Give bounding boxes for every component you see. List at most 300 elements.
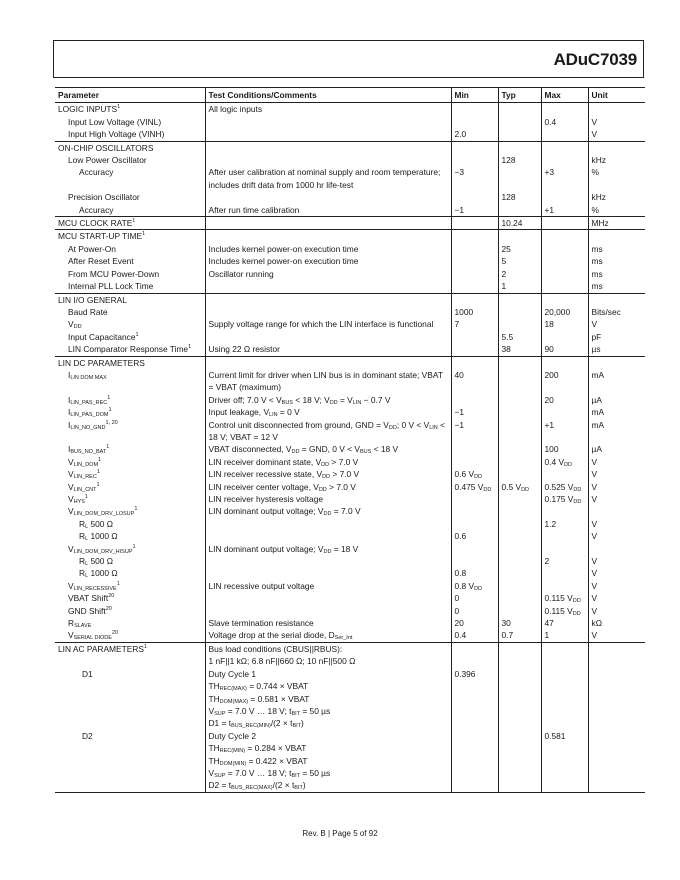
min-cell: 0.6: [451, 530, 498, 542]
parameter-cell: LIN Comparator Response Time$^1$: [68, 344, 192, 355]
unit-cell: kHz: [588, 191, 645, 203]
typ-cell: 38: [498, 343, 541, 356]
min-cell: 20: [451, 617, 498, 629]
table-row: [55, 369, 645, 394]
condition-cell: All logic inputs: [205, 103, 451, 116]
unit-cell: %: [588, 204, 645, 217]
condition-cell: After run time calibration: [205, 204, 451, 217]
unit-cell: ms: [588, 255, 645, 267]
page-footer: Rev. B | Page 5 of 92: [302, 829, 378, 838]
unit-cell: V: [588, 456, 645, 468]
parameter-cell: LIN I/O GENERAL: [55, 293, 205, 306]
max-cell: [541, 755, 588, 767]
max-cell: [541, 705, 588, 717]
condition-cell: LIN recessive output voltage: [205, 580, 451, 592]
unit-cell: V: [588, 605, 645, 617]
max-cell: [541, 268, 588, 280]
min-cell: [451, 356, 498, 369]
typ-cell: [498, 116, 541, 128]
typ-cell: [498, 543, 541, 555]
min-cell: 2.0: [451, 128, 498, 141]
min-cell: [451, 493, 498, 505]
table-row: [55, 693, 645, 705]
condition-cell: $TH_{DOM(MAX)} = 0.581$ × VBAT: [205, 693, 451, 705]
col-header-parameter: Parameter: [55, 88, 205, 103]
typ-cell: [498, 419, 541, 444]
min-cell: [451, 191, 498, 203]
table-row: [55, 505, 645, 517]
typ-cell: [498, 394, 541, 406]
table-row: [55, 705, 645, 717]
min-cell: 0.8 $V_{DD}$: [451, 580, 498, 592]
table-row: [55, 481, 645, 493]
parameter-cell: MCU CLOCK RATE$^1$: [55, 217, 205, 230]
table-row: [55, 306, 645, 318]
section-mcu-start-up-time: [55, 230, 645, 293]
max-cell: +1: [541, 419, 588, 444]
max-cell: [541, 642, 588, 667]
max-cell: [541, 680, 588, 692]
typ-cell: [498, 742, 541, 754]
parameter-cell: $I_{BUS\_NO\_BAT}^1$: [68, 444, 110, 456]
parameter-cell: $I_{LIN\_NO\_GND}^{1, 20}$: [68, 419, 118, 431]
col-header-conditions: Test Conditions/Comments: [205, 88, 451, 103]
min-cell: [451, 755, 498, 767]
table-row: [55, 204, 645, 217]
condition-cell: Using 22 Ω resistor: [205, 343, 451, 356]
condition-cell: [205, 116, 451, 128]
parameter-cell: ON-CHIP OSCILLATORS: [55, 141, 205, 154]
condition-cell: [205, 191, 451, 203]
table-row: [55, 580, 645, 592]
unit-cell: V: [588, 592, 645, 604]
condition-cell: [205, 230, 451, 243]
condition-cell: [205, 567, 451, 579]
unit-cell: V: [588, 567, 645, 579]
max-cell: 0.4: [541, 116, 588, 128]
parameter-cell: Input Capacitance$^1$: [68, 331, 139, 342]
min-cell: [451, 456, 498, 468]
min-cell: 0.6 $V_{DD}$: [451, 468, 498, 480]
unit-cell: kΩ: [588, 617, 645, 629]
max-cell: [541, 243, 588, 255]
table-row: [55, 230, 645, 243]
part-number: ADuC7039: [553, 50, 637, 69]
condition-cell: LIN receiver center voltage, $V_{DD} > 7.0$ V: [205, 481, 451, 493]
unit-cell: [588, 141, 645, 154]
condition-cell: VBAT disconnected, $V_{DD}$ = GND, 0 $V < V_{BUS} < 18$ V: [205, 443, 451, 455]
typ-cell: [498, 779, 541, 792]
min-cell: [451, 343, 498, 356]
max-cell: 20: [541, 394, 588, 406]
typ-cell: [498, 230, 541, 243]
min-cell: −1: [451, 419, 498, 444]
typ-cell: 5.5: [498, 331, 541, 343]
unit-cell: [588, 543, 645, 555]
parameter-cell: $R_L$ 500 Ω: [79, 518, 114, 530]
max-cell: 2: [541, 555, 588, 567]
min-cell: 0: [451, 592, 498, 604]
parameter-cell: $V_{HYS}^1$: [68, 494, 88, 505]
unit-cell: [588, 705, 645, 717]
max-cell: [541, 668, 588, 680]
table-row: [55, 268, 645, 280]
condition-cell: [205, 555, 451, 567]
table-row: [55, 128, 645, 141]
typ-cell: [498, 555, 541, 567]
typ-cell: [498, 406, 541, 418]
table-row: [55, 755, 645, 767]
typ-cell: [498, 369, 541, 394]
min-cell: [451, 555, 498, 567]
parameter-cell: [55, 693, 205, 705]
col-header-min: Min: [451, 88, 498, 103]
table-row: [55, 530, 645, 542]
table-row: [55, 166, 645, 191]
table-row: [55, 191, 645, 203]
max-cell: 100: [541, 443, 588, 455]
unit-cell: [588, 730, 645, 742]
condition-cell: LIN receiver dominant state, $V_{DD} > 7.0$ V: [205, 456, 451, 468]
unit-cell: [588, 103, 645, 116]
parameter-cell: GND Shift$^{20}$: [68, 605, 112, 616]
condition-cell: LIN receiver recessive state, $V_{DD} > 7.0$ V: [205, 468, 451, 480]
max-cell: +3: [541, 166, 588, 191]
min-cell: 0.4: [451, 629, 498, 642]
max-cell: [541, 141, 588, 154]
typ-cell: [498, 204, 541, 217]
unit-cell: V: [588, 318, 645, 330]
typ-cell: [498, 443, 541, 455]
min-cell: −1: [451, 406, 498, 418]
typ-cell: [498, 493, 541, 505]
min-cell: [451, 505, 498, 517]
table-row: [55, 617, 645, 629]
typ-cell: [498, 717, 541, 729]
typ-cell: [498, 567, 541, 579]
typ-cell: [498, 642, 541, 667]
max-cell: [541, 230, 588, 243]
parameter-cell: Input Low Voltage (VINL): [68, 116, 162, 127]
unit-cell: pF: [588, 331, 645, 343]
max-cell: [541, 543, 588, 555]
parameter-cell: Accuracy: [79, 204, 114, 215]
max-cell: [541, 406, 588, 418]
table-row: [55, 642, 645, 667]
min-cell: [451, 543, 498, 555]
unit-cell: [588, 668, 645, 680]
min-cell: [451, 680, 498, 692]
max-cell: [541, 280, 588, 293]
typ-cell: [498, 456, 541, 468]
typ-cell: [498, 103, 541, 116]
parameter-cell: $V_{DD}$: [68, 319, 82, 331]
condition-cell: [205, 592, 451, 604]
unit-cell: [588, 680, 645, 692]
unit-cell: V: [588, 580, 645, 592]
condition-cell: After user calibration at nominal supply and room temperature; includes drift data from 1000 hr life-test: [205, 166, 451, 191]
max-cell: [541, 530, 588, 542]
parameter-cell: After Reset Event: [68, 256, 134, 267]
table-row: [55, 141, 645, 154]
condition-cell: Current limit for driver when LIN bus is in dominant state; VBAT = VBAT (maximum): [205, 369, 451, 394]
unit-cell: kHz: [588, 154, 645, 166]
condition-cell: Oscillator running: [205, 268, 451, 280]
typ-cell: [498, 141, 541, 154]
table-row: [55, 116, 645, 128]
typ-cell: [498, 356, 541, 369]
parameter-cell: LIN AC PARAMETERS$^1$: [55, 642, 205, 667]
min-cell: [451, 394, 498, 406]
col-header-typ: Typ: [498, 88, 541, 103]
table-row: [55, 356, 645, 369]
typ-cell: [498, 705, 541, 717]
min-cell: −3: [451, 166, 498, 191]
table-row: [55, 730, 645, 742]
condition-cell: [205, 141, 451, 154]
table-row: [55, 605, 645, 617]
parameter-cell: LIN DC PARAMETERS: [55, 356, 205, 369]
unit-cell: [588, 717, 645, 729]
unit-cell: [588, 767, 645, 779]
condition-cell: Control unit disconnected from ground, GND = $V_{DD}$; 0 $V < V_{LIN} < 18$ V; VBAT = 12 V: [205, 419, 451, 444]
max-cell: [541, 331, 588, 343]
min-cell: 1000: [451, 306, 498, 318]
condition-cell: [205, 530, 451, 542]
min-cell: [451, 642, 498, 667]
condition-cell: [205, 154, 451, 166]
max-cell: 90: [541, 343, 588, 356]
typ-cell: [498, 166, 541, 191]
max-cell: [541, 505, 588, 517]
typ-cell: 1: [498, 280, 541, 293]
min-cell: [451, 230, 498, 243]
unit-cell: ms: [588, 280, 645, 293]
table-row: [55, 567, 645, 579]
table-row: [55, 518, 645, 530]
typ-cell: 2: [498, 268, 541, 280]
unit-cell: µs: [588, 343, 645, 356]
unit-cell: ms: [588, 243, 645, 255]
table-row: [55, 419, 645, 444]
table-header: [55, 88, 645, 103]
condition-cell: [205, 293, 451, 306]
condition-cell: Supply voltage range for which the LIN interface is functional: [205, 318, 451, 330]
min-cell: [451, 255, 498, 267]
typ-cell: [498, 693, 541, 705]
parameter-cell: $R_L$ 500 Ω: [79, 556, 114, 568]
parameter-cell: $R_{SLAVE}$: [68, 618, 92, 630]
parameter-cell: [55, 779, 205, 792]
table-row: [55, 456, 645, 468]
condition-cell: [205, 128, 451, 141]
max-cell: [541, 217, 588, 230]
max-cell: [541, 742, 588, 754]
condition-cell: Duty Cycle 2: [205, 730, 451, 742]
max-cell: 20,000: [541, 306, 588, 318]
parameter-cell: LOGIC INPUTS$^1$: [55, 103, 205, 116]
typ-cell: 5: [498, 255, 541, 267]
max-cell: [541, 255, 588, 267]
max-cell: [541, 767, 588, 779]
parameter-cell: From MCU Power-Down: [68, 268, 160, 279]
condition-cell: Driver off; 7.0 $V < V_{BUS} < 18$ V; $V_{DD} = V_{LIN} - 0.7$ V: [205, 394, 451, 406]
col-header-unit: Unit: [588, 88, 645, 103]
section-lin-io-general: [55, 293, 645, 356]
unit-cell: mA: [588, 419, 645, 444]
parameter-cell: D1: [82, 668, 93, 679]
min-cell: [451, 243, 498, 255]
condition-cell: [205, 331, 451, 343]
max-cell: [541, 580, 588, 592]
condition-cell: [205, 217, 451, 230]
min-cell: 0.8: [451, 567, 498, 579]
min-cell: 7: [451, 318, 498, 330]
max-cell: [541, 154, 588, 166]
typ-cell: 30: [498, 617, 541, 629]
condition-cell: $V_{SUP} = 7.0$ V … 18 V; $t_{BIT} = 50$ µs: [205, 705, 451, 717]
typ-cell: [498, 755, 541, 767]
table-row: [55, 629, 645, 642]
parameter-cell: At Power-On: [68, 243, 116, 254]
typ-cell: [498, 293, 541, 306]
condition-cell: $D2 = t_{BUS\_REC(MAX)}/(2 \times t_{BIT})$: [205, 779, 451, 792]
min-cell: 40: [451, 369, 498, 394]
typ-cell: [498, 530, 541, 542]
parameter-cell: $V_{LIN\_DOM\_DRV\_LOSUP}^1$: [68, 506, 138, 518]
min-cell: [451, 280, 498, 293]
max-cell: 0.581: [541, 730, 588, 742]
min-cell: 0: [451, 605, 498, 617]
typ-cell: 10.24: [498, 217, 541, 230]
min-cell: [451, 268, 498, 280]
min-cell: [451, 443, 498, 455]
unit-cell: [588, 505, 645, 517]
table-row: [55, 592, 645, 604]
max-cell: [541, 191, 588, 203]
min-cell: −1: [451, 204, 498, 217]
unit-cell: µA: [588, 443, 645, 455]
table-row: [55, 443, 645, 455]
condition-cell: Bus load conditions (CBUS||RBUS): 1 nF||1 kΩ; 6.8 nF||660 Ω; 10 nF||500 Ω: [205, 642, 451, 667]
parameter-cell: [55, 742, 205, 754]
min-cell: 0.475 $V_{DD}$: [451, 481, 498, 493]
condition-cell: [205, 356, 451, 369]
unit-cell: [588, 230, 645, 243]
condition-cell: [205, 280, 451, 293]
parameter-cell: $V_{LIN\_DOM}^1$: [68, 456, 102, 468]
parameter-cell: Low Power Oscillator: [68, 155, 147, 166]
unit-cell: [588, 693, 645, 705]
max-cell: 18: [541, 318, 588, 330]
unit-cell: V: [588, 629, 645, 642]
parameter-cell: Input High Voltage (VINH): [68, 129, 165, 140]
typ-cell: [498, 518, 541, 530]
table-row: [55, 555, 645, 567]
unit-cell: V: [588, 468, 645, 480]
condition-cell: $D1 = t_{BUS\_REC(MIN)}/(2 \times t_{BIT})$: [205, 717, 451, 729]
condition-cell: [205, 306, 451, 318]
min-cell: [451, 518, 498, 530]
max-cell: 0.525 $V_{DD}$: [541, 481, 588, 493]
parameter-cell: $V_{LIN\_REC}^1$: [68, 469, 100, 481]
specifications-table: [55, 87, 645, 793]
table-row: [55, 779, 645, 792]
min-cell: [451, 331, 498, 343]
max-cell: 1: [541, 629, 588, 642]
min-cell: [451, 742, 498, 754]
parameter-cell: Baud Rate: [68, 306, 108, 317]
table-row: [55, 742, 645, 754]
unit-cell: [588, 755, 645, 767]
max-cell: 0.115 $V_{DD}$: [541, 592, 588, 604]
typ-cell: [498, 680, 541, 692]
parameter-cell: D2: [82, 730, 93, 741]
parameter-cell: $I_{LIN\_PAS\_REC}^1$: [68, 394, 111, 406]
unit-cell: [588, 642, 645, 667]
max-cell: [541, 293, 588, 306]
min-cell: [451, 693, 498, 705]
min-cell: [451, 705, 498, 717]
typ-cell: [498, 605, 541, 617]
condition-cell: Duty Cycle 1: [205, 668, 451, 680]
min-cell: [451, 103, 498, 116]
condition-cell: LIN dominant output voltage; $V_{DD} = 7.0$ V: [205, 505, 451, 517]
typ-cell: [498, 592, 541, 604]
condition-cell: $TH_{REC(MAX)} = 0.744$ × VBAT: [205, 680, 451, 692]
typ-cell: [498, 580, 541, 592]
unit-cell: V: [588, 116, 645, 128]
condition-cell: $TH_{REC(MIN)} = 0.284$ × VBAT: [205, 742, 451, 754]
condition-cell: Input leakage, $V_{LIN} = 0$ V: [205, 406, 451, 418]
min-cell: [451, 779, 498, 792]
table-row: [55, 668, 645, 680]
unit-cell: ms: [588, 268, 645, 280]
parameter-cell: Precision Oscillator: [68, 192, 140, 203]
unit-cell: V: [588, 493, 645, 505]
table-row: [55, 280, 645, 293]
condition-cell: [205, 518, 451, 530]
parameter-cell: [55, 717, 205, 729]
max-cell: [541, 567, 588, 579]
table-row: [55, 154, 645, 166]
typ-cell: [498, 306, 541, 318]
condition-cell: Slave termination resistance: [205, 617, 451, 629]
section-lin-dc-parameters: [55, 356, 645, 642]
min-cell: [451, 141, 498, 154]
max-cell: [541, 693, 588, 705]
max-cell: [541, 356, 588, 369]
table-row: [55, 343, 645, 356]
table-row: [55, 543, 645, 555]
col-header-max: Max: [541, 88, 588, 103]
max-cell: [541, 128, 588, 141]
condition-cell: Includes kernel power-on execution time: [205, 255, 451, 267]
header-row: [55, 88, 645, 103]
condition-cell: $TH_{DOM(MIN)} = 0.422$ × VBAT: [205, 755, 451, 767]
min-cell: [451, 154, 498, 166]
parameter-cell: $V_{LIN\_RECESSIVE}^1$: [68, 580, 120, 592]
table-row: [55, 293, 645, 306]
min-cell: [451, 116, 498, 128]
unit-cell: [588, 779, 645, 792]
max-cell: 200: [541, 369, 588, 394]
parameter-cell: [55, 767, 205, 779]
typ-cell: [498, 767, 541, 779]
unit-cell: Bits/sec: [588, 306, 645, 318]
section-on-chip-oscillators: [55, 141, 645, 216]
min-cell: 0.396: [451, 668, 498, 680]
